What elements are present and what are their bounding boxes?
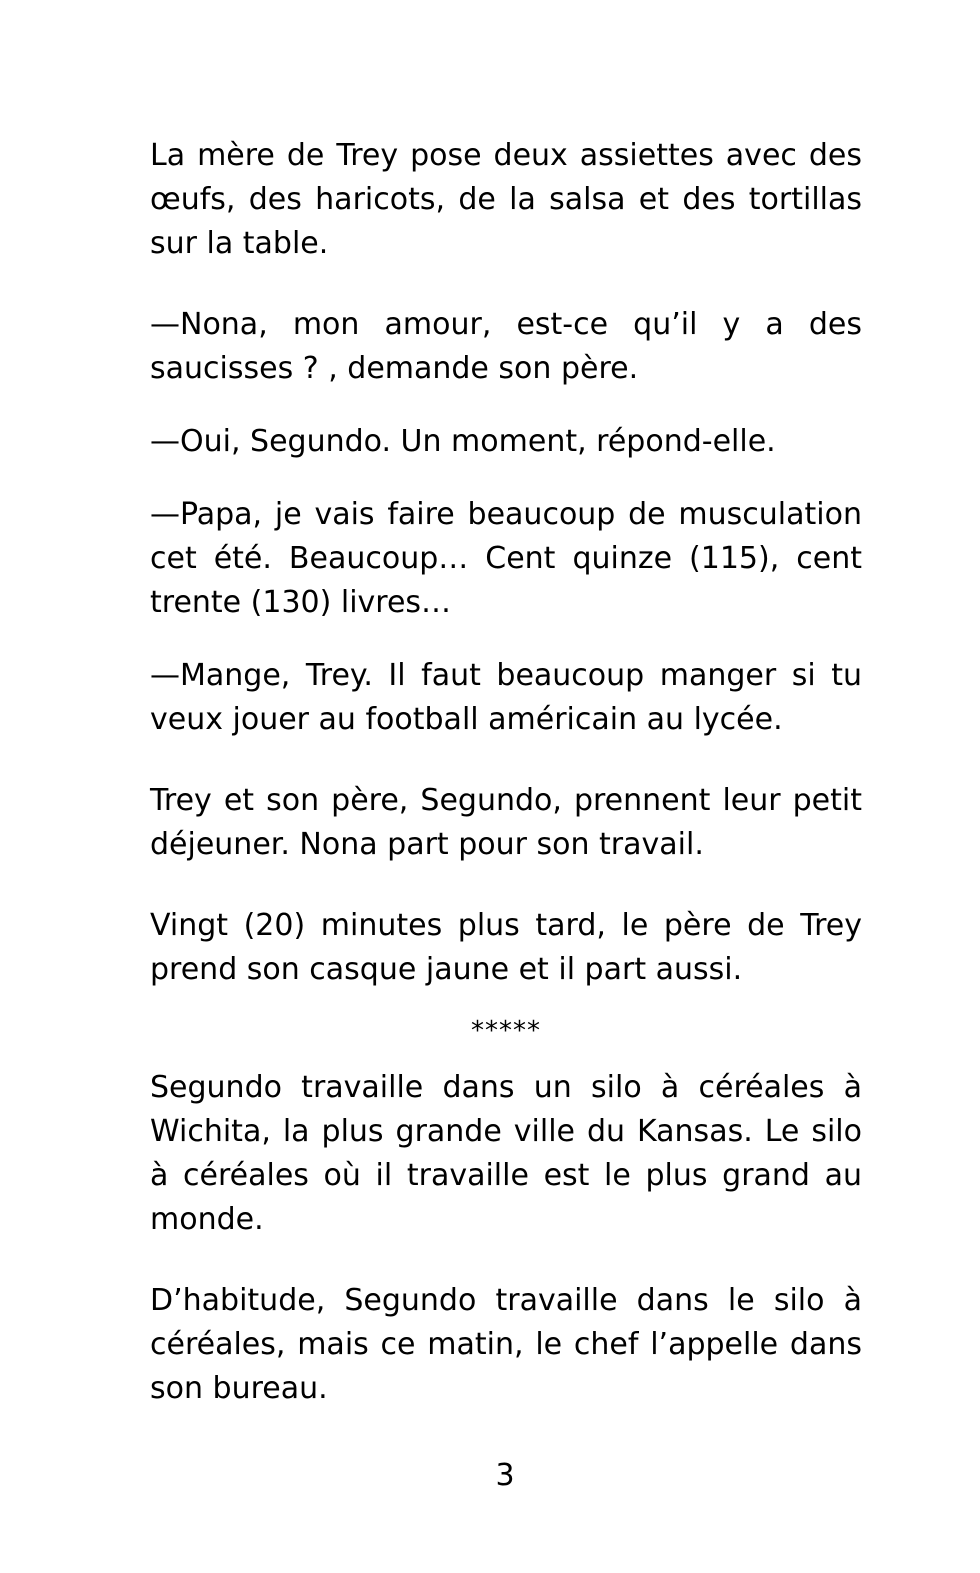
paragraph: D’habitude, Segundo travaille dans le silo à céréales, mais ce matin, le chef l’appelle dans son bureau. bbox=[150, 1283, 862, 1406]
paragraph: Vingt (20) minutes plus tard, le père de Trey prend son casque jaune et il part aussi. bbox=[150, 908, 862, 987]
page-number: 3 bbox=[495, 1458, 515, 1493]
paragraph: Trey et son père, Segundo, prennent leur petit déjeuner. Nona part pour son travail. bbox=[150, 783, 862, 862]
dialogue-paragraph: —Oui, Segundo. Un moment, répond-elle. bbox=[150, 424, 776, 459]
dialogue-paragraph: —Papa, je vais faire beaucoup de musculation cet été. Beaucoup… Cent quinze (115), cent trente (130) livres… bbox=[150, 497, 862, 620]
section-break: ***** bbox=[471, 1016, 541, 1046]
dialogue-paragraph: —Nona, mon amour, est-ce qu’il y a des saucisses ? , demande son père. bbox=[150, 307, 862, 386]
page-body bbox=[150, 134, 862, 1411]
paragraph: Segundo travaille dans un silo à céréales à Wichita, la plus grande ville du Kansas. Le silo à céréales où il travaille est le plus grand au monde. bbox=[150, 1070, 862, 1237]
paragraph: La mère de Trey pose deux assiettes avec des œufs, des haricots, de la salsa et des tortillas sur la table. bbox=[150, 138, 862, 261]
dialogue-paragraph: —Mange, Trey. Il faut beaucoup manger si tu veux jouer au football américain au lycée. bbox=[150, 658, 862, 737]
